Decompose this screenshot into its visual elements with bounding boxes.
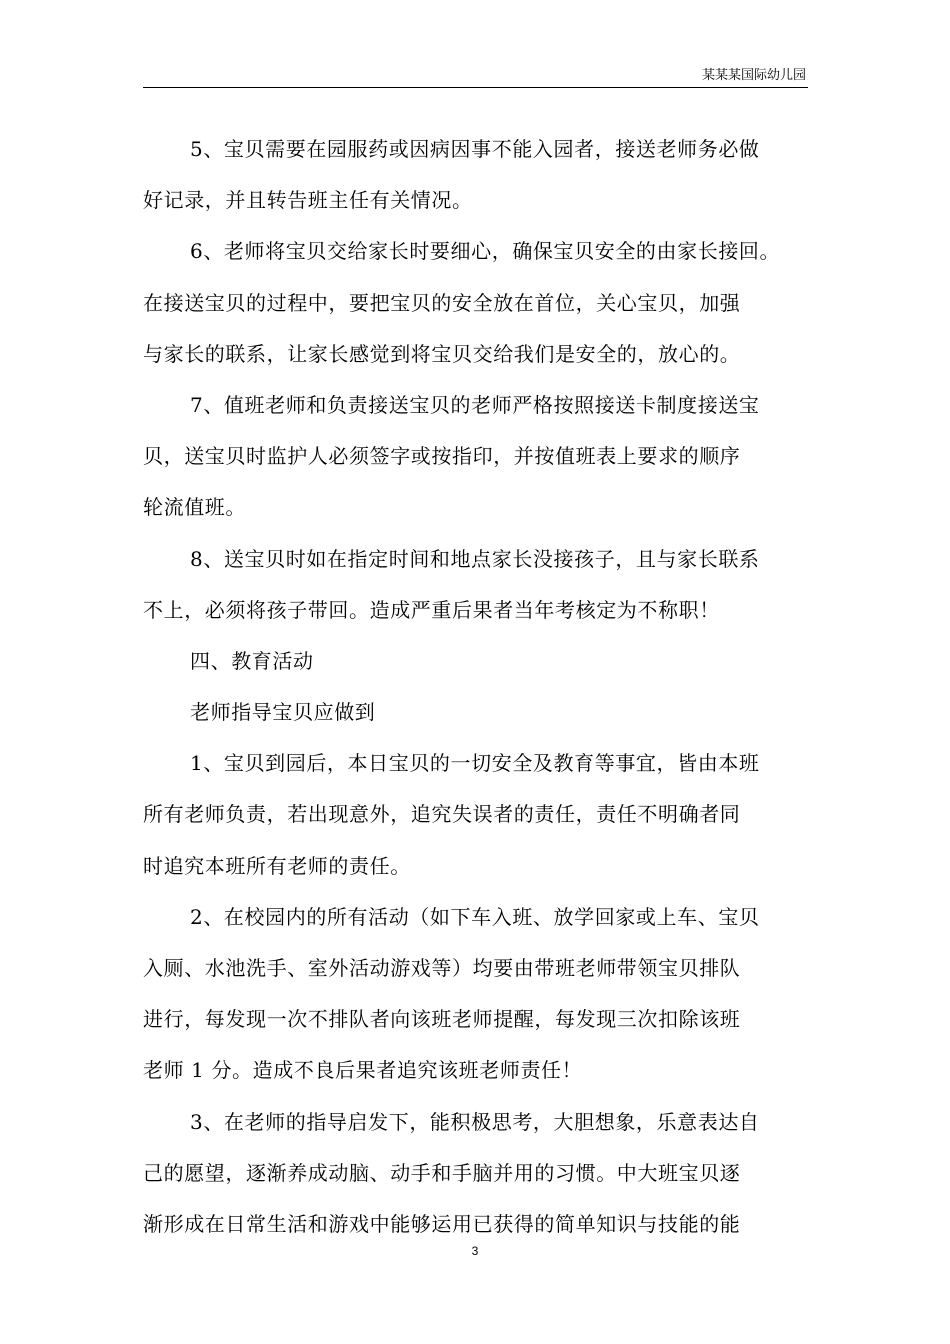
text-line: 好记录，并且转告班主任有关情况。 <box>143 188 473 213</box>
header-title: 某某某国际幼儿园 <box>701 68 806 83</box>
text-line: 在接送宝贝的过程中，要把宝贝的安全放在首位，关心宝贝，加强 <box>143 290 741 315</box>
document-body <box>143 124 811 1250</box>
text-line: 3、在老师的指导启发下，能积极思考，大胆想象，乐意表达自 <box>190 1109 760 1134</box>
text-line: 6、老师将宝贝交给家长时要细心，确保宝贝安全的由家长接回。 <box>190 239 781 264</box>
text-line: 8、送宝贝时如在指定时间和地点家长没接孩子，且与家长联系 <box>190 546 760 571</box>
text-line: 不上，必须将孩子带回。造成严重后果者当年考核定为不称职！ <box>143 597 720 622</box>
text-line: 入厕、水池洗手、室外活动游戏等）均要由带班老师带领宝贝排队 <box>143 956 741 980</box>
text-line: 所有老师负责，若出现意外，追究失误者的责任，责任不明确者同 <box>143 802 741 827</box>
text-line: 5、宝贝需要在园服药或因病因事不能入园者，接送老师务必做 <box>190 137 760 161</box>
text-line: 轮流值班。 <box>143 495 246 520</box>
text-line: 老师 1 分。造成不良后果者追究该班老师责任！ <box>143 1058 583 1083</box>
text-line: 进行，每发现一次不排队者向该班老师提醒，每发现三次扣除该班 <box>143 1007 741 1032</box>
text-line: 贝，送宝贝时监护人必须签字或按指印，并按值班表上要求的顺序 <box>143 444 741 469</box>
text-line: 老师指导宝贝应做到 <box>190 700 376 725</box>
text-line: 时追究本班所有老师的责任。 <box>143 853 411 878</box>
text-line: 7、值班老师和负责接送宝贝的老师严格按照接送卡制度接送宝 <box>190 392 760 417</box>
page-number: 3 <box>471 1244 479 1258</box>
text-line: 与家长的联系，让家长感觉到将宝贝交给我们是安全的，放心的。 <box>143 341 741 366</box>
text-line: 2、在校园内的所有活动（如下车入班、放学回家或上车、宝贝 <box>190 904 760 929</box>
text-line: 渐形成在日常生活和游戏中能够运用已获得的简单知识与技能的能 <box>143 1211 741 1236</box>
text-line: 1、宝贝到园后，本日宝贝的一切安全及教育等事宜，皆由本班 <box>190 751 760 776</box>
text-line: 己的愿望，逐渐养成动脑、动手和手脑并用的习惯。中大班宝贝逐 <box>143 1160 741 1185</box>
text-line: 四、教育活动 <box>190 648 314 673</box>
header-divider <box>143 87 808 88</box>
